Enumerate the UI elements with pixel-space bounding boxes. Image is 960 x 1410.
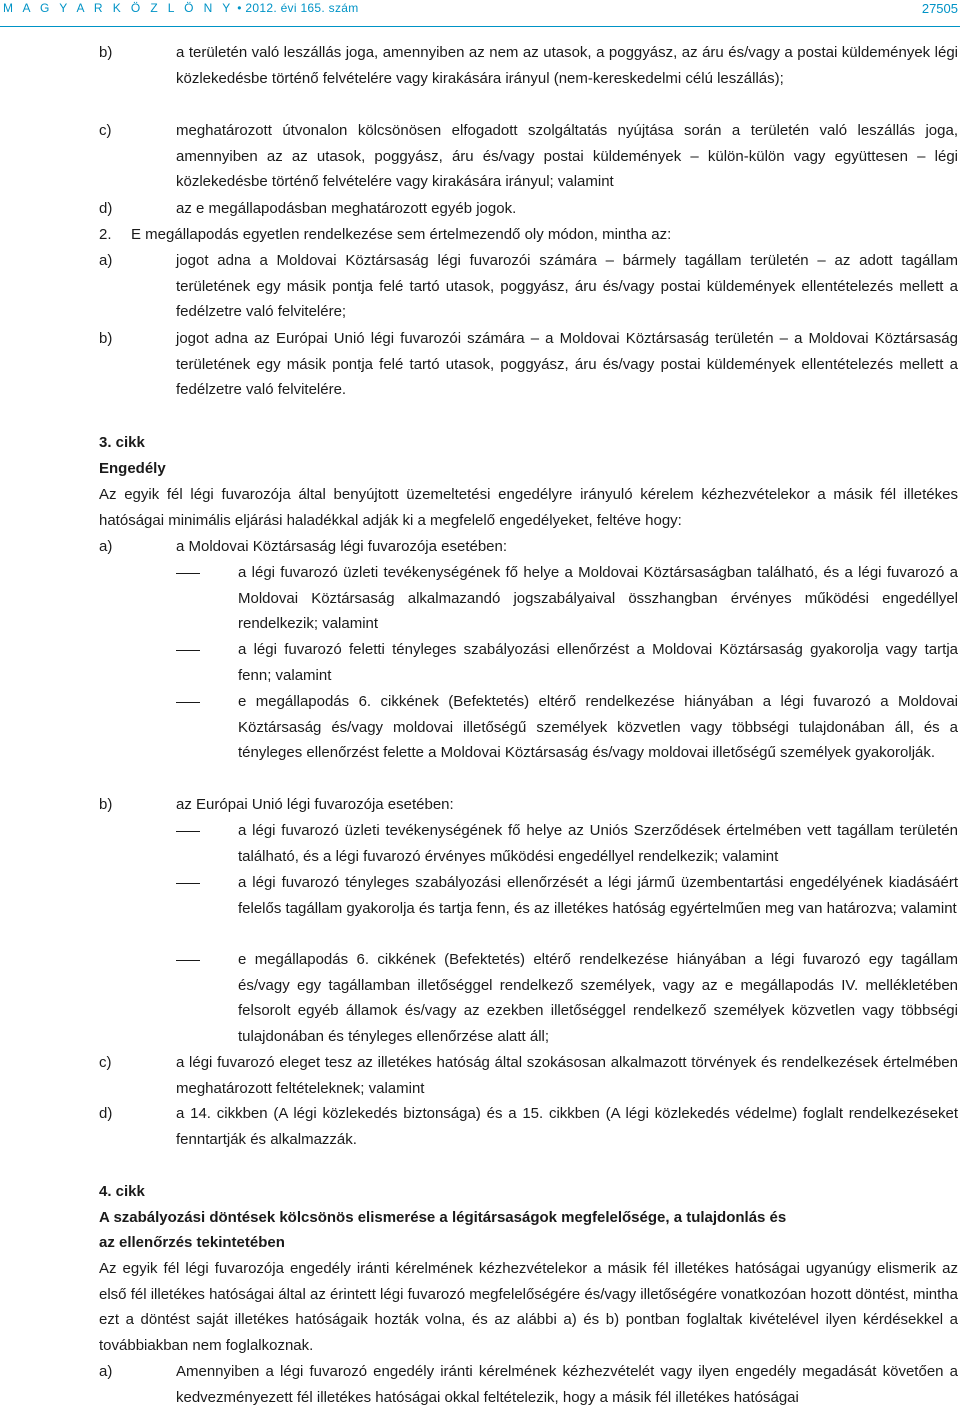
dash-bullet (176, 702, 200, 703)
article-4-intro: Az egyik fél légi fuvarozója engedély iránti kérelmének kézhezvételekor a másik fél illetékes hatóságai ugyanúgy elismerik az első fél illetékes hatóságai által az érintett légi fuvarozó megfelelőségére és/vagy illetőségére vonatkozóan hozott döntést, mintha ezt a döntést saját illetékes hatóságaik hozták volna, és az alábbi a) és b) pontban foglaltak kivételével ilyen kérdésekkel a továbbiakban nem foglalkoznak. (99, 1260, 958, 1354)
page-number: 27505 (921, 1, 958, 16)
article-4-title-line-2: az ellenőrzés tekintetében (99, 1234, 285, 1251)
article-3-intro: Az egyik fél légi fuvarozója által benyújtott üzemeltetési engedélyre irányuló kérelem kézhezvételekor a másik fél illetékes hatóságai minimális eljárási haladékkal adják ki a megfelelő engedélyeket, feltéve hogy: (99, 486, 958, 529)
art3-a-item-2: a légi fuvarozó feletti tényleges szabályozási ellenőrzést a Moldovai Köztársaság gyakorolja vagy tartja fenn; valamint (238, 641, 958, 684)
article-4-title-line-1: A szabályozási döntések kölcsönös elismerése a légitársaságok megfelelősége, a tulajdonlás és (99, 1209, 787, 1226)
paragraph-marker-2: 2. (99, 226, 112, 243)
header-bullet: • (237, 1, 242, 15)
item-text-2b: jogot adna az Európai Unió légi fuvarozói számára – a Moldovai Köztársaság területén – a Moldovai Köztársaság területének egy másik pontja felé tartó utasok, poggyász, áru és/vagy postai küldemények ellentételezés mellett a fedélzetre való felvitelére. (176, 330, 958, 399)
art3-marker-c: c) (99, 1054, 112, 1071)
art3-b-item-1: a légi fuvarozó üzleti tevékenységének fő helye az Uniós Szerződések értelmében vett tagállam területén található, és a légi fuvarozó érvényes működési engedéllyel rendelkezik; valamint (238, 822, 958, 865)
art4-marker-a: a) (99, 1363, 113, 1380)
article-4-number: 4. cikk (99, 1183, 145, 1200)
item-marker-2b: b) (99, 330, 113, 347)
art3-marker-b: b) (99, 796, 113, 813)
art3-a-item-1: a légi fuvarozó üzleti tevékenységének fő helye a Moldovai Köztársaságban található, és a légi fuvarozó a Moldovai Köztársaság alkalmazandó jogszabályaival összhangban érvényes működési engedéllyel rendelkezik; valamint (238, 564, 958, 633)
art3-a-item-3: e megállapodás 6. cikkének (Befektetés) eltérő rendelkezése hiányában a légi fuvarozó a Moldovai Köztársaság és/vagy moldovai illetőségű személyek közvetlen vagy többségi tulajdonában áll, és a tényleges ellenőrzést felette a Moldovai Köztársaság és/vagy moldovai illetőségű személyek gyakorolják. (238, 693, 958, 762)
issue-label: 2012. évi 165. szám (245, 1, 359, 15)
dash-bullet (176, 650, 200, 651)
item-marker-d: d) (99, 200, 113, 217)
art3-text-b: az Európai Unió légi fuvarozója esetében: (176, 796, 454, 813)
art3-b-item-3: e megállapodás 6. cikkének (Befektetés) eltérő rendelkezése hiányában a légi fuvarozó egy tagállam és/vagy egy tagállamban illetőséggel rendelkező személyek, vagy az e megállapodás IV. mellékletében felsorolt egyéb államok és/vagy az ezekben illetőséggel rendelkező személyek közvetlen vagy többségi tulajdonában és tényleges ellenőrzése alatt áll; (238, 951, 958, 1045)
art3-marker-a: a) (99, 538, 113, 555)
art3-marker-d: d) (99, 1105, 113, 1122)
art4-text-a: Amennyiben a légi fuvarozó engedély iránti kérelmének kézhezvételét vagy ilyen engedély megadását követően a kedvezményezett fél illetékes hatóságai okkal feltételezik, hogy a másik fél illetékes hatóságai (176, 1363, 958, 1406)
paragraph-text-2: E megállapodás egyetlen rendelkezése sem értelmezendő oly módon, mintha az: (131, 226, 672, 243)
journal-title: M A G Y A R K Ö Z L Ö N Y (3, 1, 234, 15)
header-journal-issue (3, 1, 359, 15)
item-text-b: a területén való leszállás joga, amennyiben az nem az utasok, a poggyász, az áru és/vagy a postai küldemények légi közlekedésbe történő felvételére vagy kirakására irányul (nem-kereskedelmi célú leszállás); (176, 44, 958, 87)
item-text-d: az e megállapodásban meghatározott egyéb jogok. (176, 200, 517, 217)
dash-bullet (176, 831, 200, 832)
page-header (0, 0, 960, 27)
art3-b-item-2: a légi fuvarozó tényleges szabályozási ellenőrzését a légi jármű üzembentartási engedélyének kiadásáért felelős tagállam gyakorolja és tartja fenn, és az illetékes hatóság egyértelműen meg van határozva; valamint (238, 874, 958, 917)
item-text-c: meghatározott útvonalon kölcsönösen elfogadott szolgáltatás nyújtása során a területén való leszállás joga, amennyiben az az utasok, poggyász, áru és/vagy postai küldemények – külön-külön vagy együttesen – légi közlekedésbe történő felvételére vagy kirakására irányul; valamint (176, 122, 958, 191)
item-marker-c: c) (99, 122, 112, 139)
item-marker-b: b) (99, 44, 113, 61)
dash-bullet (176, 960, 200, 961)
dash-bullet (176, 883, 200, 884)
art3-text-d: a 14. cikkben (A légi közlekedés biztonsága) és a 15. cikkben (A légi közlekedés védelme) foglalt rendelkezéseket fenntartják és alkalmazzák. (176, 1105, 958, 1148)
article-3-number: 3. cikk (99, 434, 145, 451)
item-text-2a: jogot adna a Moldovai Köztársaság légi fuvarozói számára – bármely tagállam területén – az adott tagállam területének egy másik pontja felé tartó utasok, poggyász, áru és/vagy postai küldemények ellentételezés mellett a fedélzetre való felvitelére; (176, 252, 958, 321)
art3-text-a: a Moldovai Köztársaság légi fuvarozója esetében: (176, 538, 508, 555)
item-marker-2a: a) (99, 252, 113, 269)
art3-text-c: a légi fuvarozó eleget tesz az illetékes hatóság által szokásosan alkalmazott törvények és rendelkezések értelmében meghatározott feltételeknek; valamint (176, 1054, 958, 1097)
article-3-title: Engedély (99, 460, 166, 477)
dash-bullet (176, 573, 200, 574)
